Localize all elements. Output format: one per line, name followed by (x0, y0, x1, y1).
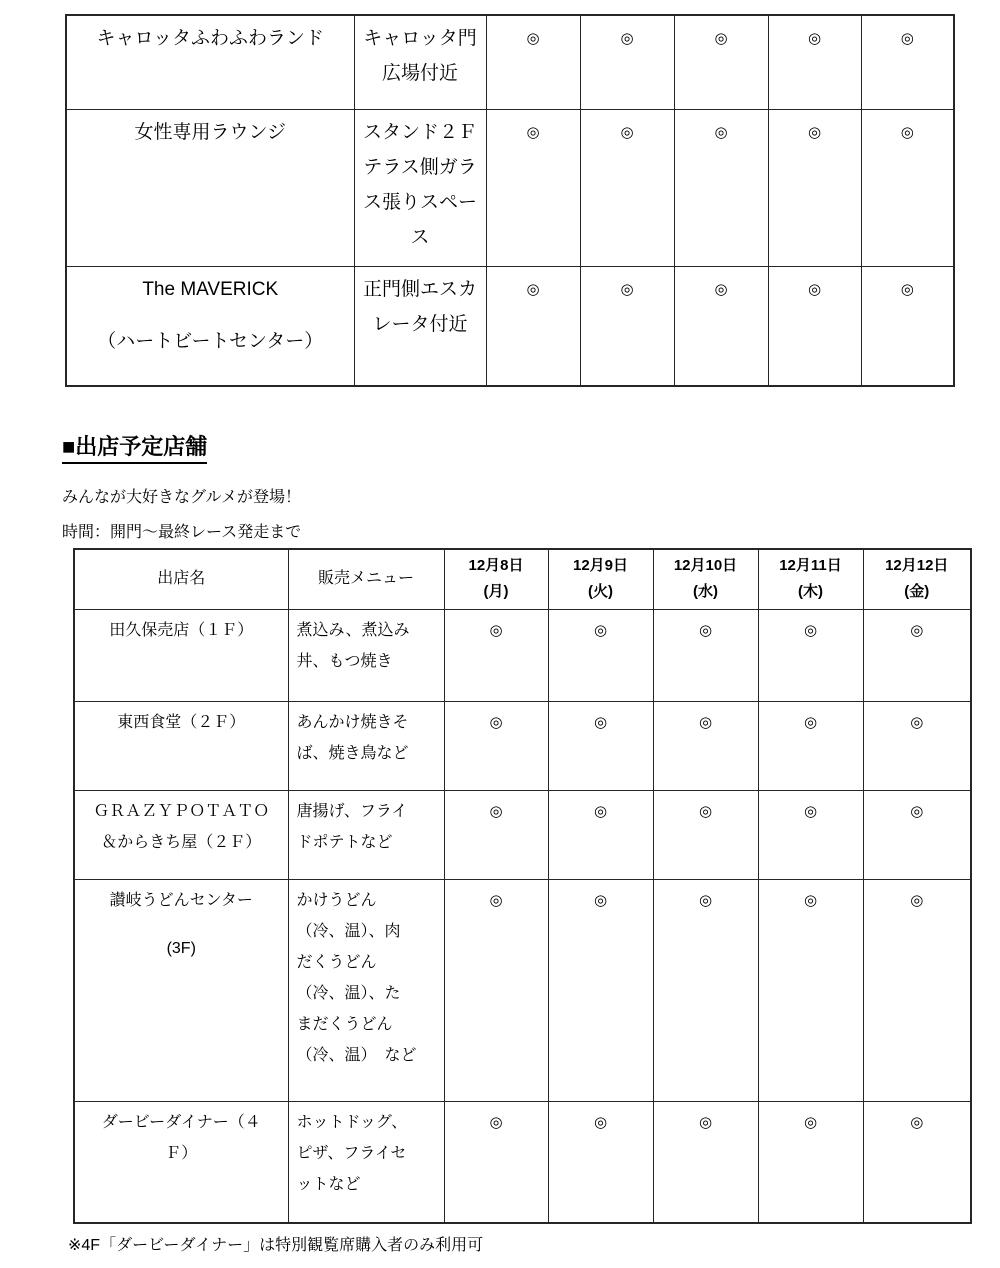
day-weekday: (月) (483, 583, 509, 601)
availability-cell (653, 879, 758, 1101)
store-name-cell-line: ＆からきち屋（２Ｆ） (101, 833, 262, 851)
availability-mark: ◎ (489, 1113, 503, 1131)
availability-mark: ◎ (620, 123, 634, 141)
availability-mark: ◎ (620, 280, 634, 298)
availability-cell (758, 879, 863, 1101)
menu-cell (288, 879, 444, 1101)
facility-table (65, 14, 955, 387)
menu-cell-line: まだくうどん (296, 1015, 393, 1033)
facility-location-cell-line: ス (410, 226, 430, 248)
menu-cell-line: 煮込み、煮込み (296, 621, 410, 639)
availability-mark: ◎ (698, 621, 713, 639)
availability-mark: ◎ (910, 621, 924, 639)
store-row (74, 879, 971, 1101)
store-name-cell (74, 879, 288, 1101)
store-table (73, 548, 972, 1224)
availability-cell (863, 609, 971, 701)
store-name-cell-line: ＧＲＡＺＹＰＯＴＡＴＯ (93, 802, 270, 820)
day-weekday: (金) (904, 583, 930, 601)
availability-mark: ◎ (593, 713, 608, 731)
availability-cell (758, 609, 863, 701)
facility-name-cell (66, 266, 354, 386)
availability-cell (653, 701, 758, 790)
availability-cell (674, 109, 768, 266)
availability-mark: ◎ (698, 802, 713, 820)
day-date: 12月8日 (468, 557, 524, 575)
facility-location-cell-line: スタンド２Ｆ (362, 121, 477, 143)
availability-mark: ◎ (807, 30, 822, 47)
menu-column-header: 販売メニュー (288, 549, 444, 609)
facility-row (66, 15, 954, 109)
day-column-header (444, 549, 548, 609)
store-name-cell-line: Ｆ） (165, 1144, 198, 1162)
availability-cell (548, 879, 653, 1101)
availability-cell (444, 701, 548, 790)
availability-mark: ◎ (489, 713, 503, 731)
store-name-cell-line: 讃岐うどんセンター (109, 891, 253, 909)
store-name-cell (74, 790, 288, 879)
menu-cell-line: （冷、温）、た (296, 984, 401, 1002)
day-date: 12月12日 (885, 557, 949, 575)
availability-cell (653, 1101, 758, 1223)
availability-cell (863, 879, 971, 1101)
menu-cell-line: ピザ、フライセ (296, 1144, 407, 1162)
store-row (74, 701, 971, 790)
menu-cell (288, 609, 444, 701)
menu-cell-line: 唐揚げ、フライ (296, 802, 408, 820)
availability-cell (486, 109, 580, 266)
availability-cell (768, 15, 861, 109)
availability-mark: ◎ (526, 30, 540, 47)
facility-location-cell-line: レータ付近 (372, 313, 468, 335)
menu-cell-line: あんかけ焼きそ (296, 713, 409, 731)
menu-cell-line: ば、焼き鳥など (296, 744, 409, 762)
store-name-cell (74, 1101, 288, 1223)
availability-cell (548, 701, 653, 790)
availability-cell (758, 701, 863, 790)
availability-cell (444, 790, 548, 879)
facility-name-cell-line: （ハートビートセンター） (97, 330, 324, 352)
availability-mark: ◎ (526, 280, 540, 298)
intro-text: みんなが大好きなグルメが登場！ (62, 489, 302, 506)
facility-location-cell-line: 正門側エスカ (362, 278, 477, 300)
availability-mark: ◎ (698, 713, 713, 731)
availability-cell (548, 609, 653, 701)
availability-cell (758, 1101, 863, 1223)
day-weekday: (水) (693, 583, 718, 601)
day-date: 12月10日 (673, 557, 738, 575)
availability-cell (486, 15, 580, 109)
availability-cell (768, 266, 861, 386)
menu-cell-line: （冷、温） など (296, 1046, 417, 1064)
day-column-header (653, 549, 758, 609)
availability-cell (444, 1101, 548, 1223)
menu-cell-line: 丼、もつ焼き (296, 652, 393, 670)
store-name-cell-line: (3F) (166, 939, 196, 957)
facility-location-cell-line: 広場付近 (381, 63, 458, 84)
availability-mark: ◎ (803, 713, 818, 731)
availability-mark: ◎ (803, 891, 818, 909)
store-row (74, 1101, 971, 1223)
store-row (74, 790, 971, 879)
time-note: 時間：開門～最終レース発走まで (62, 524, 302, 541)
day-column-header (758, 549, 863, 609)
day-weekday: (火) (588, 583, 613, 601)
availability-mark: ◎ (803, 621, 818, 639)
store-row (74, 609, 971, 701)
day-column-header (863, 549, 971, 609)
facility-location-cell-line: キャロッタ門 (363, 28, 477, 49)
menu-cell-line: （冷、温）、肉 (296, 922, 401, 940)
availability-mark: ◎ (714, 30, 728, 47)
store-name-cell-line: 田久保売店（１Ｆ） (109, 621, 254, 639)
store-name-cell-line: 東西食堂（２Ｆ） (117, 713, 246, 731)
store-name-cell (74, 609, 288, 701)
menu-cell (288, 1101, 444, 1223)
availability-cell (580, 266, 674, 386)
menu-cell-line: だくうどん (296, 953, 377, 971)
facility-name-cell-line: The MAVERICK (142, 278, 279, 300)
facility-name-cell-line: キャロッタふわふわランド (96, 28, 325, 49)
availability-mark: ◎ (698, 891, 713, 909)
availability-mark: ◎ (910, 713, 924, 731)
availability-cell (548, 790, 653, 879)
availability-mark: ◎ (910, 1113, 924, 1131)
store-name-cell-line: ダービーダイナー（４ (101, 1113, 261, 1131)
availability-cell (444, 609, 548, 701)
facility-location-cell (354, 15, 486, 109)
availability-mark: ◎ (900, 123, 914, 141)
facility-row (66, 109, 954, 266)
availability-cell (653, 790, 758, 879)
menu-cell (288, 790, 444, 879)
availability-cell (674, 15, 768, 109)
availability-cell (674, 266, 768, 386)
availability-mark: ◎ (489, 802, 503, 820)
availability-mark: ◎ (593, 891, 608, 909)
availability-mark: ◎ (910, 802, 924, 820)
availability-mark: ◎ (526, 123, 540, 141)
availability-mark: ◎ (489, 621, 503, 639)
availability-cell (758, 790, 863, 879)
facility-name-cell (66, 109, 354, 266)
availability-mark: ◎ (714, 280, 728, 298)
footnote: ※4F「ダービーダイナー」は特別観覧席購入者のみ利用可 (68, 1237, 484, 1254)
availability-mark: ◎ (803, 802, 818, 820)
menu-cell-line: かけうどん (296, 891, 377, 909)
day-column-header (548, 549, 653, 609)
availability-cell (580, 15, 674, 109)
facility-location-cell-line: ス張りスペー (362, 191, 477, 213)
availability-mark: ◎ (698, 1113, 713, 1131)
availability-cell (768, 109, 861, 266)
availability-cell (444, 879, 548, 1101)
day-date: 12月9日 (572, 557, 629, 575)
availability-cell (863, 701, 971, 790)
availability-mark: ◎ (620, 30, 634, 47)
section-heading: ■出店予定店舗 (62, 434, 207, 464)
facility-name-cell (66, 15, 354, 109)
availability-cell (863, 1101, 971, 1223)
store-name-cell (74, 701, 288, 790)
day-date: 12月11日 (779, 557, 842, 575)
store-table-header-row (74, 549, 971, 609)
availability-mark: ◎ (900, 30, 914, 47)
facility-row (66, 266, 954, 386)
availability-cell (861, 15, 954, 109)
availability-cell (548, 1101, 653, 1223)
store-column-header: 出店名 (74, 549, 288, 609)
facility-location-cell-line: テラス側ガラ (363, 156, 477, 178)
availability-cell (653, 609, 758, 701)
availability-mark: ◎ (807, 280, 822, 298)
day-weekday: (木) (798, 583, 823, 601)
availability-mark: ◎ (714, 123, 728, 141)
availability-mark: ◎ (593, 802, 608, 820)
availability-mark: ◎ (489, 891, 503, 909)
facility-location-cell (354, 109, 486, 266)
availability-cell (861, 266, 954, 386)
menu-cell (288, 701, 444, 790)
availability-cell (861, 109, 954, 266)
menu-cell-line: ドポテトなど (296, 833, 393, 851)
availability-mark: ◎ (910, 891, 924, 909)
availability-mark: ◎ (807, 123, 822, 141)
availability-mark: ◎ (593, 1113, 608, 1131)
availability-cell (486, 266, 580, 386)
menu-cell-line: ホットドッグ、 (296, 1113, 408, 1131)
availability-mark: ◎ (900, 280, 914, 298)
menu-cell-line: ットなど (296, 1175, 361, 1193)
availability-mark: ◎ (803, 1113, 818, 1131)
availability-cell (580, 109, 674, 266)
facility-name-cell-line: 女性専用ラウンジ (134, 121, 287, 143)
availability-cell (863, 790, 971, 879)
facility-location-cell (354, 266, 486, 386)
availability-mark: ◎ (593, 621, 608, 639)
